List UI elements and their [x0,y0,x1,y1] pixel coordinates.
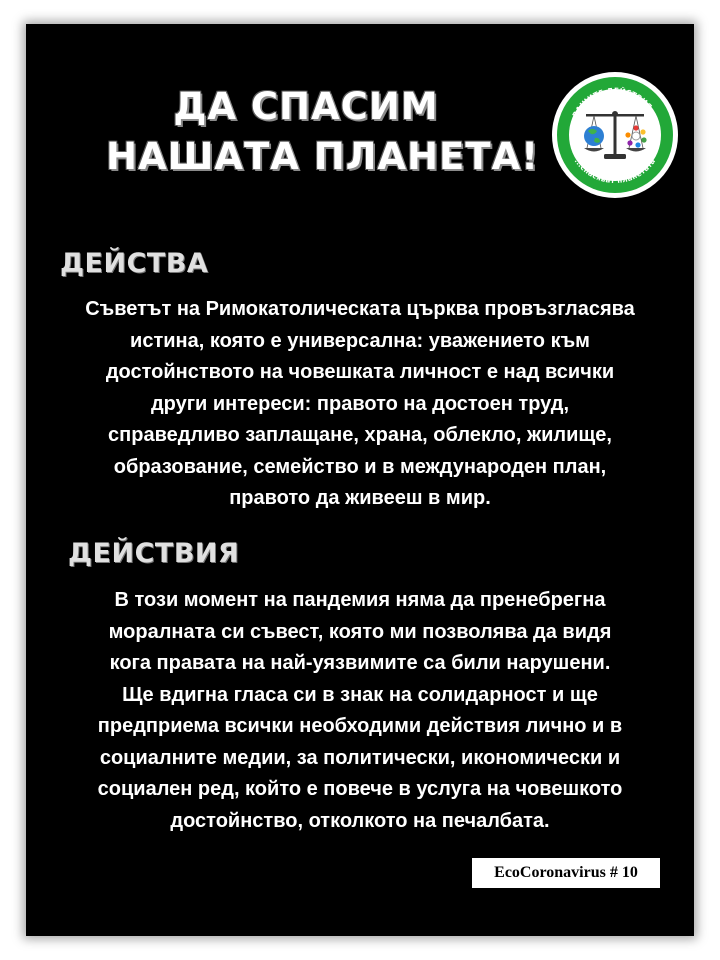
body-1-line: правото да живееш в мир. [229,487,491,509]
section-heading-deistviya: ДЕЙСТВИЯ [68,538,240,569]
body-1-line: други интереси: правото на достоен труд, [150,392,570,415]
logo-bottom-text: ...спасяват планетата [572,156,658,186]
body-2-line: социалните медии, за политически, икономически и [99,746,621,769]
body-2-line: достойнство, отколкото на печалбата. [170,809,550,832]
body-1-line: Съветът на Римокатолическата църква провъзгласява [85,298,635,320]
section-body-1 [30,294,690,515]
body-2-line: кога правата на най-уязвимите са били нарушени. [109,652,611,674]
body-1-line: достойнството на човешката личност е над всички [105,361,615,383]
logo-top-text: ВАШИТЕ ДЕЙСТВИЯ... [570,85,660,119]
body-2-line: социален ред, който е повече в услуга на човешкото [97,778,623,800]
poster-panel [26,24,694,936]
body-1-line: истина, която е универсална: уважението към [130,329,590,352]
body-2-line: Ще вдигна гласа си в знак на солидарност и ще [122,683,598,706]
campaign-logo [550,70,680,200]
globe-icon [584,126,604,146]
body-1-line: образование, семейство и в международен план, [113,455,607,478]
body-1-line: справедливо заплащане, храна, облекло, жилище, [108,424,612,446]
body-2-line: предприема всички необходими действия лично и в [97,715,623,737]
title-line-2: НАШАТА ПЛАНЕТА! [106,135,540,178]
body-2-line: В този момент на пандемия няма да пренебрегна [114,589,606,611]
poster-title [106,82,540,182]
section-heading-deistva: ДЕЙСТВА [60,248,209,279]
body-2-line: моралната си съвест, която ми позволява да видя [108,620,612,643]
section-body-2 [30,585,690,837]
title-line-1: ДА СПАСИМ [173,85,439,128]
hashtag-label: EcoCoronavirus # 10 [472,858,660,888]
